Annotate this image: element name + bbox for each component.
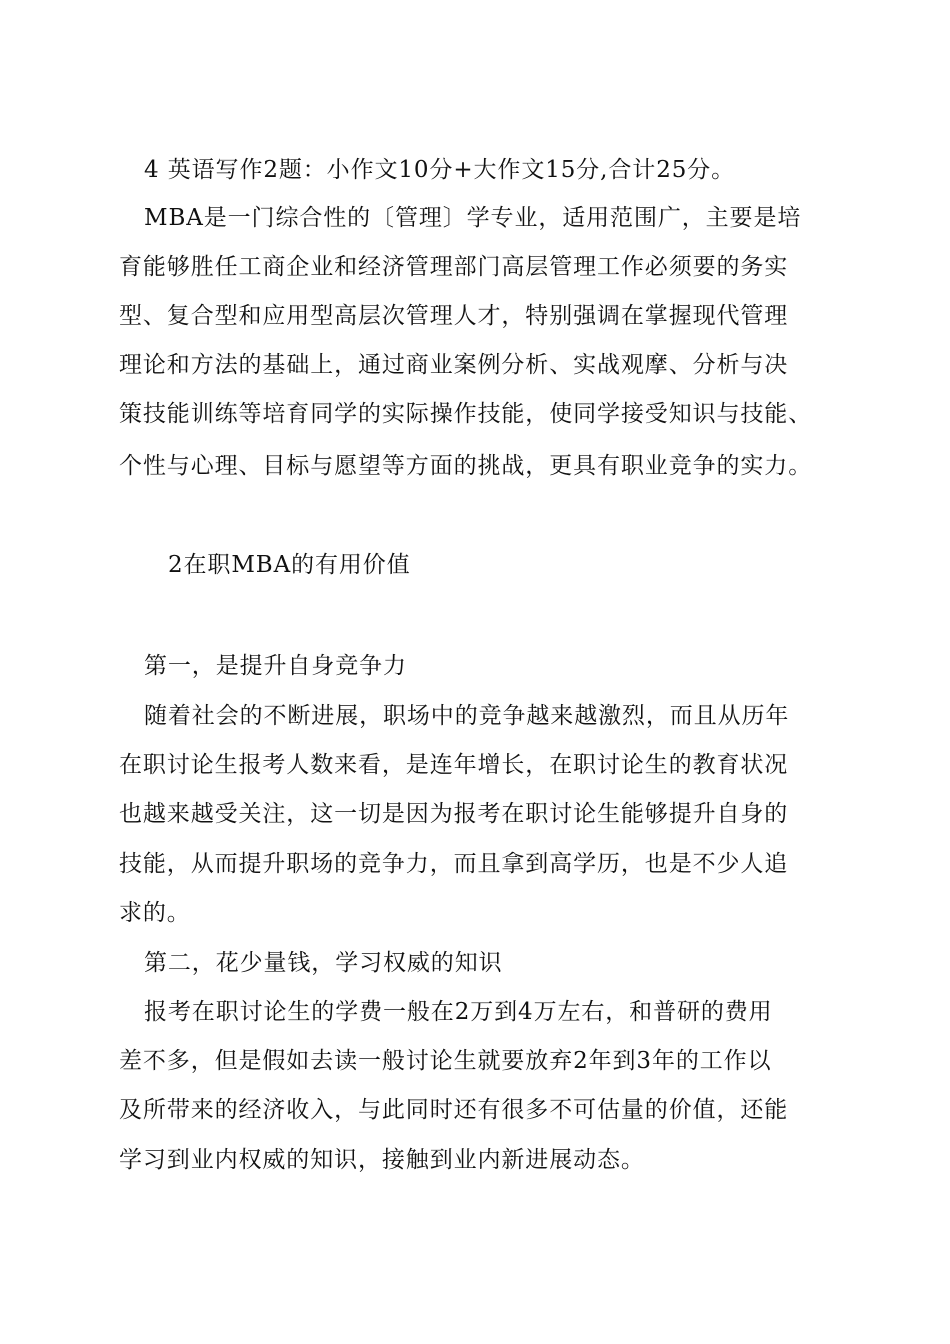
paragraph-line: 4 英语写作2题：小作文10分+大作文15分,合计25分。 xyxy=(144,157,736,183)
paragraph-line: 策技能训练等培育同学的实际操作技能，使同学接受知识与技能、 xyxy=(119,401,813,427)
paragraph-line: 也越来越受关注，这一切是因为报考在职讨论生能够提升自身的 xyxy=(119,801,789,827)
paragraph-line: 学习到业内权威的知识，接触到业内新进展动态。 xyxy=(119,1147,645,1173)
paragraph-line: 及所带来的经济收入，与此同时还有很多不可估量的价值，还能 xyxy=(119,1097,789,1123)
paragraph-line: 型、复合型和应用型高层次管理人才，特别强调在掌握现代管理 xyxy=(119,303,789,329)
paragraph-line: 育能够胜任工商企业和经济管理部门高层管理工作必须要的务实 xyxy=(119,254,789,280)
paragraph-line: 随着社会的不断进展，职场中的竞争越来越激烈，而且从历年 xyxy=(144,703,790,729)
paragraph-line: 求的。 xyxy=(119,900,191,926)
section-heading: 2在职MBA的有用价值 xyxy=(168,552,411,578)
paragraph-line: 第二，花少量钱，学习权威的知识 xyxy=(144,950,503,976)
paragraph-line: 差不多，但是假如去读一般讨论生就要放弃2年到3年的工作以 xyxy=(119,1048,772,1074)
paragraph-line: 第一，是提升自身竞争力 xyxy=(144,653,407,679)
paragraph-line: 技能，从而提升职场的竞争力，而且拿到高学历，也是不少人追 xyxy=(119,851,789,877)
paragraph-line: 个性与心理、目标与愿望等方面的挑战，更具有职业竞争的实力。 xyxy=(119,453,813,479)
paragraph-line: 报考在职讨论生的学费一般在2万到4万左右，和普研的费用 xyxy=(144,999,773,1025)
paragraph-line: 在职讨论生报考人数来看，是连年增长，在职讨论生的教育状况 xyxy=(119,752,789,778)
paragraph-line: MBA是一门综合性的〔管理〕学专业，适用范围广，主要是培 xyxy=(144,205,802,231)
paragraph-line: 理论和方法的基础上，通过商业案例分析、实战观摩、分析与决 xyxy=(119,352,789,378)
